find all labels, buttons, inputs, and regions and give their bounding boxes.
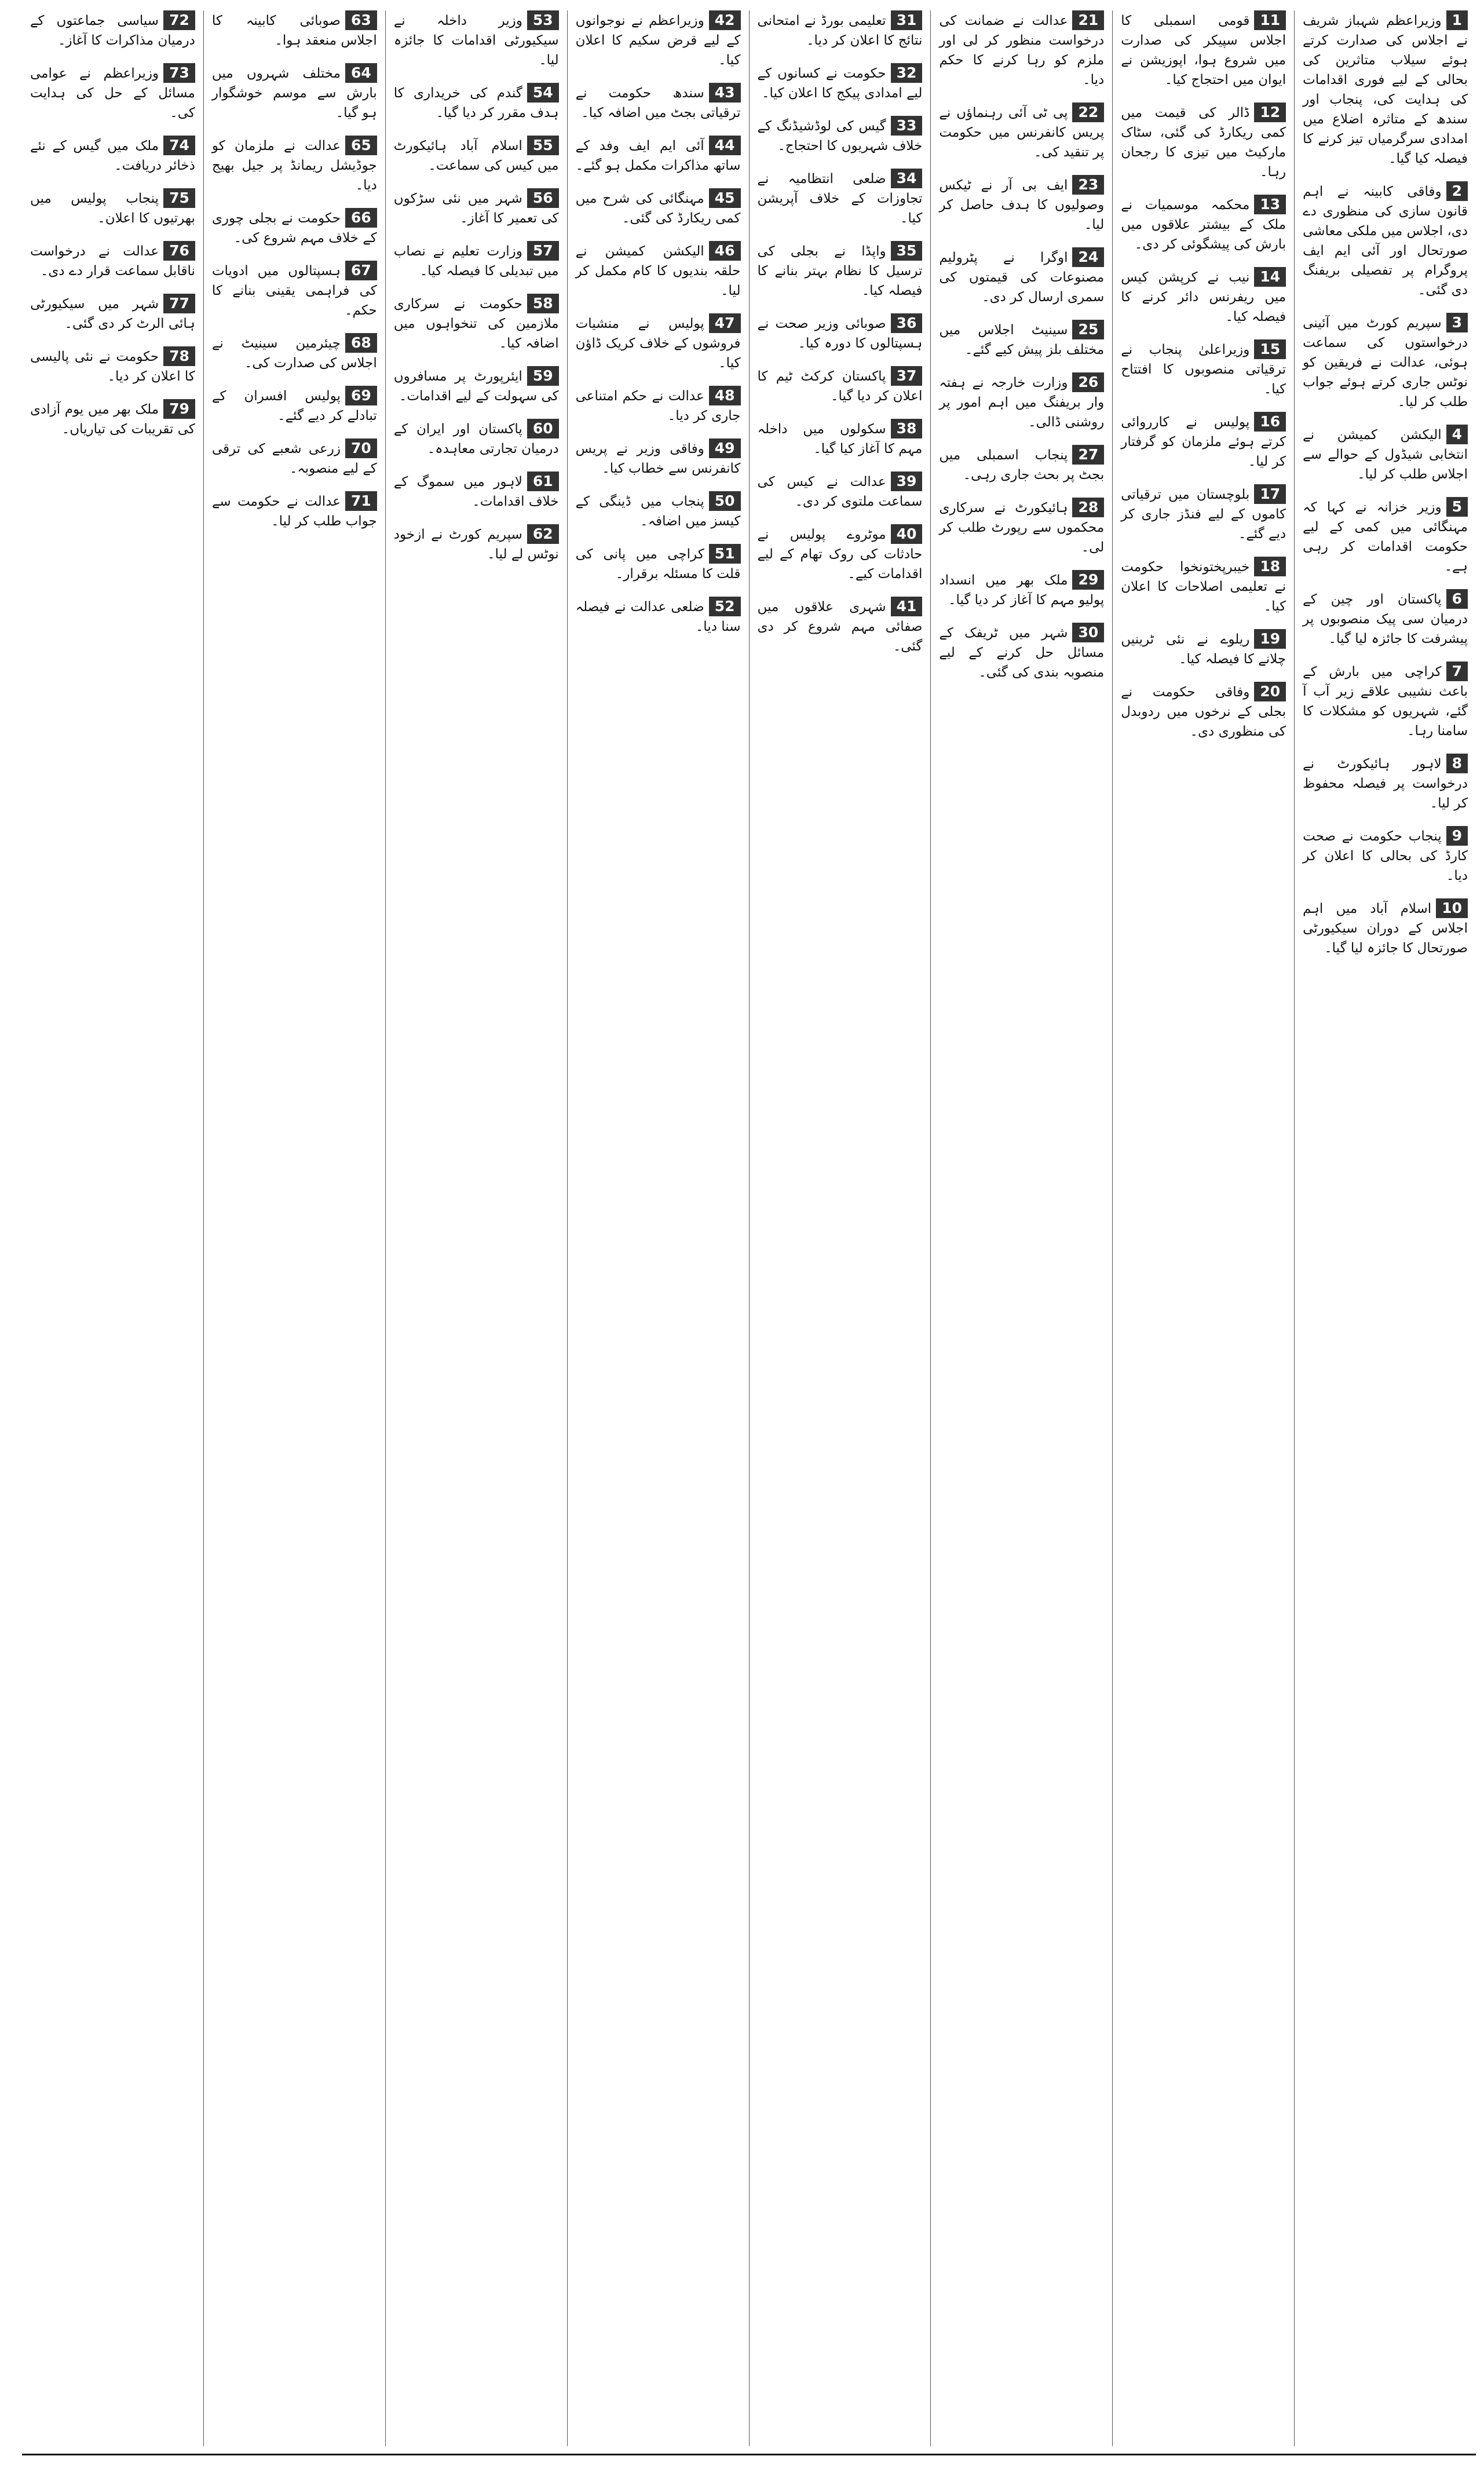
news-item [758, 313, 923, 353]
news-item-text: شہری علاقوں میں صفائی مہم شروع کر دی گئی۔ [757, 600, 923, 654]
news-item-text: خیبرپختونخوا حکومت نے تعلیمی اصلاحات کا اعلان کیا۔ [1121, 560, 1286, 614]
news-item [939, 623, 1104, 682]
news-item-text: سپریم کورٹ نے ازخود نوٹس لے لیا۔ [393, 527, 559, 562]
news-item-text: عدالت نے کیس کی سماعت ملتوی کر دی۔ [757, 474, 923, 509]
news-item [939, 445, 1104, 485]
news-item-number: 34 [891, 169, 923, 188]
news-item-number: 59 [527, 366, 559, 386]
news-item [576, 386, 741, 426]
news-item [212, 491, 377, 531]
news-item-number: 78 [163, 346, 195, 366]
news-item-text: ایئرپورٹ پر مسافروں کی سہولت کے لیے اقدامات۔ [393, 369, 559, 404]
news-item [1121, 682, 1286, 741]
news-item [576, 491, 741, 531]
news-item-text: سینیٹ اجلاس میں مختلف بلز پیش کیے گئے۔ [939, 323, 1105, 357]
news-item-number: 2 [1446, 181, 1468, 201]
news-item [1121, 10, 1286, 90]
news-item-number: 31 [891, 10, 923, 30]
news-item [939, 570, 1104, 610]
news-item-number: 35 [891, 241, 923, 261]
news-item-number: 63 [345, 10, 377, 30]
news-item [1303, 181, 1468, 300]
news-item-text: شہر میں سیکیورٹی ہائی الرٹ کر دی گئی۔ [30, 297, 195, 331]
news-item-number: 66 [345, 208, 377, 228]
news-item-number: 22 [1072, 103, 1104, 122]
news-item-text: سپریم کورٹ میں آئینی درخواستوں کی سماعت ہوئی، عدالت نے فریقین کو نوٹس جاری کرتے ہوئے جواب طلب کر لیا۔ [1303, 316, 1468, 410]
news-column [567, 10, 749, 2446]
news-item [758, 241, 923, 301]
news-item-text: پاکستان اور چین کے درمیان سی پیک منصوبوں پر پیشرفت کا جائزہ لیا گیا۔ [1303, 592, 1468, 646]
news-item [30, 294, 195, 334]
news-item-text: لاہور ہائیکورٹ نے درخواست پر فیصلہ محفوظ کر لیا۔ [1303, 756, 1468, 811]
news-item-text: زرعی شعبے کی ترقی کے لیے منصوبہ۔ [211, 441, 377, 476]
news-item-text: چیئرمین سینیٹ نے اجلاس کی صدارت کی۔ [211, 336, 377, 371]
news-item-number: 26 [1072, 372, 1104, 392]
news-item-number: 24 [1072, 247, 1104, 267]
news-item-number: 76 [163, 241, 195, 261]
news-item-text: آئی ایم ایف وفد کے ساتھ مذاکرات مکمل ہو گئے۔ [575, 138, 741, 173]
news-item-number: 65 [345, 136, 377, 155]
news-item-number: 32 [891, 63, 923, 83]
news-item [1121, 412, 1286, 472]
news-item [30, 10, 195, 50]
news-item [394, 524, 559, 564]
news-item-text: پاکستان اور ایران کے درمیان تجارتی معاہدہ۔ [393, 422, 559, 456]
news-item [758, 366, 923, 406]
news-column [1294, 10, 1476, 2446]
news-item-number: 10 [1436, 898, 1468, 918]
news-item [576, 438, 741, 478]
news-item-text: قومی اسمبلی کا اجلاس سپیکر کی صدارت میں شروع ہوا، اپوزیشن نے ایوان میں احتجاج کیا۔ [1121, 13, 1286, 87]
news-item-text: سکولوں میں داخلہ مہم کا آغاز کیا گیا۔ [757, 422, 923, 456]
news-item-text: الیکشن کمیشن نے حلقہ بندیوں کا کام مکمل کر لیا۔ [575, 244, 741, 298]
news-item-number: 19 [1254, 629, 1286, 649]
news-item-number: 68 [345, 333, 377, 353]
news-item [212, 208, 377, 248]
news-item-number: 13 [1254, 195, 1286, 214]
news-item [394, 188, 559, 228]
news-item-text: اوگرا نے پٹرولیم مصنوعات کی قیمتوں کی سمری ارسال کر دی۔ [939, 250, 1105, 305]
news-item-text: پولیس نے منشیات فروشوں کے خلاف کریک ڈاؤن کیا۔ [575, 316, 741, 371]
news-item [576, 188, 741, 228]
news-item [1121, 339, 1286, 399]
news-item-number: 46 [709, 241, 741, 261]
news-column [385, 10, 567, 2446]
news-item-number: 28 [1072, 498, 1104, 517]
news-item-text: وفاقی حکومت نے بجلی کے نرخوں میں ردوبدل کی منظوری دی۔ [1121, 685, 1286, 739]
news-item-text: ضلعی عدالت نے فیصلہ سنا دیا۔ [575, 600, 741, 634]
news-item-number: 64 [345, 63, 377, 83]
news-column [930, 10, 1112, 2446]
news-item-number: 25 [1072, 320, 1104, 339]
news-item-text: ڈالر کی قیمت میں کمی ریکارڈ کی گئی، سٹاک مارکیٹ میں تیزی کا رجحان رہا۔ [1121, 105, 1286, 180]
news-item-text: پی ٹی آئی رہنماؤں نے پریس کانفرنس میں حکومت پر تنقید کی۔ [939, 105, 1105, 160]
news-item-text: کراچی میں پانی کی قلت کا مسئلہ برقرار۔ [575, 547, 741, 582]
news-item-number: 54 [527, 83, 559, 103]
news-item [1121, 267, 1286, 327]
news-item-number: 44 [709, 136, 741, 155]
news-item-number: 12 [1254, 103, 1286, 122]
news-item-number: 43 [709, 83, 741, 103]
news-item [576, 10, 741, 70]
news-item-text: اسلام آباد ہائیکورٹ میں کیس کی سماعت۔ [393, 138, 559, 173]
news-item-number: 61 [527, 472, 559, 491]
news-item [30, 346, 195, 386]
news-item-number: 23 [1072, 175, 1104, 195]
news-item-text: وزیراعظم نے عوامی مسائل کے حل کی ہدایت کی۔ [30, 66, 195, 120]
news-item-number: 11 [1254, 10, 1286, 30]
news-item-text: واپڈا نے بجلی کی ترسیل کا نظام بہتر بنانے کا فیصلہ کیا۔ [757, 244, 923, 298]
news-item-text: سندھ حکومت نے ترقیاتی بجٹ میں اضافہ کیا۔ [575, 86, 741, 120]
news-item-number: 70 [345, 438, 377, 458]
news-item-text: موٹروے پولیس نے حادثات کی روک تھام کے لیے اقدامات کیے۔ [757, 527, 923, 582]
news-item [758, 524, 923, 584]
news-item-number: 40 [891, 524, 923, 544]
news-item-number: 47 [709, 313, 741, 333]
news-item [212, 386, 377, 426]
news-item [576, 544, 741, 584]
news-item-number: 5 [1446, 497, 1468, 517]
news-item [1303, 10, 1468, 169]
news-item [394, 294, 559, 353]
news-item [939, 175, 1104, 235]
news-item-number: 37 [891, 366, 923, 386]
news-item-number: 33 [891, 116, 923, 136]
news-item-number: 39 [891, 472, 923, 491]
news-item-number: 4 [1446, 425, 1468, 444]
news-item-text: وزارت تعلیم نے نصاب میں تبدیلی کا فیصلہ کیا۔ [393, 244, 559, 279]
news-item [758, 472, 923, 511]
news-item-text: تعلیمی بورڈ نے امتحانی نتائج کا اعلان کر دیا۔ [757, 13, 923, 48]
news-item-text: وفاقی کابینہ نے اہم قانون سازی کی منظوری دے دی، اجلاس میں ملکی معاشی صورتحال اور آئی ایم ایف پروگرام پر تفصیلی بریفنگ دی گئی۔ [1303, 184, 1468, 298]
news-item-number: 55 [527, 136, 559, 155]
news-item [394, 241, 559, 281]
news-column [749, 10, 931, 2446]
news-item-number: 14 [1254, 267, 1286, 287]
news-item [939, 103, 1104, 162]
news-item [1303, 425, 1468, 484]
bottom-rule [22, 2454, 1476, 2455]
news-item-text: عدالت نے درخواست ناقابل سماعت قرار دے دی۔ [30, 244, 195, 279]
news-item-number: 29 [1072, 570, 1104, 590]
news-item [30, 188, 195, 228]
news-item-number: 57 [527, 241, 559, 261]
news-item [212, 63, 377, 123]
news-item-number: 48 [709, 386, 741, 405]
news-item-number: 1 [1446, 10, 1468, 30]
news-item [758, 169, 923, 228]
news-item [939, 247, 1104, 307]
news-item-text: وزیراعظم شہباز شریف نے اجلاس کی صدارت کرتے ہوئے سیلاب متاثرین کی بحالی کے لیے فوری اقدامات کی ہدایت کی، پنجاب اور سندھ کے متاثرہ اضلاع میں امدادی سرگرمیاں تیز کرنے کا فیصلہ کیا گیا۔ [1303, 13, 1468, 166]
news-item-number: 42 [709, 10, 741, 30]
news-item-text: وزارت خارجہ نے ہفتہ وار بریفنگ میں اہم امور پر روشنی ڈالی۔ [939, 375, 1105, 430]
news-item [1121, 195, 1286, 254]
news-item-text: سیاسی جماعتوں کے درمیان مذاکرات کا آغاز۔ [30, 13, 195, 48]
news-item [30, 63, 195, 123]
news-item-number: 38 [891, 419, 923, 438]
news-item-number: 58 [527, 294, 559, 313]
news-item-text: ایف بی آر نے ٹیکس وصولیوں کا ہدف حاصل کر لیا۔ [939, 178, 1105, 232]
news-item [212, 333, 377, 373]
news-item-text: وزیراعلیٰ پنجاب نے ترقیاتی منصوبوں کا افتتاح کیا۔ [1121, 342, 1286, 397]
news-item-text: وزیراعظم نے نوجوانوں کے لیے قرض سکیم کا اعلان کیا۔ [575, 13, 741, 68]
news-item [939, 320, 1104, 360]
news-item-text: الیکشن کمیشن نے انتخابی شیڈول کے حوالے سے اجلاس طلب کر لیا۔ [1303, 427, 1468, 482]
news-item-text: ملک بھر میں یوم آزادی کی تقریبات کی تیاریاں۔ [30, 402, 195, 437]
news-item-number: 75 [163, 188, 195, 208]
news-item-number: 53 [527, 10, 559, 30]
news-item-text: ریلوے نے نئی ٹرینیں چلانے کا فیصلہ کیا۔ [1121, 632, 1286, 667]
news-item-number: 50 [709, 491, 741, 511]
news-item-text: وفاقی وزیر نے پریس کانفرنس سے خطاب کیا۔ [575, 441, 741, 476]
news-item-number: 36 [891, 313, 923, 333]
news-item-text: پنجاب میں ڈینگی کے کیسز میں اضافہ۔ [575, 494, 741, 529]
news-item [1303, 826, 1468, 886]
news-item-number: 60 [527, 419, 559, 438]
news-item [1303, 661, 1468, 741]
news-item-number: 72 [163, 10, 195, 30]
news-item-text: محکمہ موسمیات نے ملک کے بیشتر علاقوں میں بارش کی پیشگوئی کر دی۔ [1121, 198, 1286, 252]
news-item-text: مہنگائی کی شرح میں کمی ریکارڈ کی گئی۔ [575, 191, 741, 226]
news-item-text: ملک بھر میں انسداد پولیو مہم کا آغاز کر دیا گیا۔ [939, 573, 1105, 608]
news-item-number: 9 [1446, 826, 1468, 846]
news-item [212, 438, 377, 478]
news-item-number: 67 [345, 261, 377, 280]
news-item [30, 399, 195, 439]
news-item-text: وزیر داخلہ نے سیکیورٹی اقدامات کا جائزہ لیا۔ [393, 13, 559, 68]
news-item-text: اسلام آباد میں اہم اجلاس کے دوران سیکیورٹی صورتحال کا جائزہ لیا گیا۔ [1303, 901, 1468, 956]
news-item [758, 419, 923, 459]
news-item-number: 69 [345, 386, 377, 405]
news-item-text: نیب نے کرپشن کیس میں ریفرنس دائر کرنے کا فیصلہ کیا۔ [1121, 270, 1286, 324]
news-item [939, 498, 1104, 557]
news-item-text: ملک میں گیس کے نئے ذخائر دریافت۔ [30, 138, 195, 173]
news-item-number: 79 [163, 399, 195, 419]
news-item-text: حکومت نے نئی پالیسی کا اعلان کر دیا۔ [30, 349, 195, 384]
news-item [576, 597, 741, 637]
news-item-number: 6 [1446, 589, 1468, 609]
news-item [576, 83, 741, 123]
news-item [1303, 497, 1468, 576]
news-item-text: شہر میں ٹریفک کے مسائل حل کرنے کے لیے منصوبہ بندی کی گئی۔ [939, 626, 1105, 680]
news-item-number: 73 [163, 63, 195, 83]
news-column [1112, 10, 1294, 2446]
news-item [758, 116, 923, 156]
news-item [1303, 898, 1468, 958]
news-item [939, 10, 1104, 90]
news-item [1121, 103, 1286, 182]
news-item-number: 30 [1072, 623, 1104, 642]
news-item [394, 472, 559, 511]
news-item [758, 10, 923, 50]
news-item-text: حکومت نے سرکاری ملازمین کی تنخواہوں میں اضافہ کیا۔ [393, 297, 559, 351]
news-item-text: شہر میں نئی سڑکوں کی تعمیر کا آغاز۔ [393, 191, 559, 226]
news-item [30, 241, 195, 281]
news-item-text: کراچی میں بارش کے باعث نشیبی علاقے زیر آب آ گئے، شہریوں کو مشکلات کا سامنا رہا۔ [1303, 664, 1468, 739]
news-item-text: عدالت نے حکم امتناعی جاری کر دیا۔ [575, 389, 741, 423]
news-item-text: ہسپتالوں میں ادویات کی فراہمی یقینی بنانے کا حکم۔ [211, 264, 377, 318]
news-item [212, 261, 377, 320]
news-item-text: پولیس نے کارروائی کرتے ہوئے ملزمان کو گرفتار کر لیا۔ [1121, 415, 1286, 469]
news-item-text: پولیس افسران کے تبادلے کر دیے گئے۔ [211, 389, 377, 423]
news-item [576, 241, 741, 301]
news-item-text: گندم کی خریداری کا ہدف مقرر کر دیا گیا۔ [393, 86, 559, 120]
news-item-text: پاکستان کرکٹ ٹیم کا اعلان کر دیا گیا۔ [757, 369, 923, 404]
news-item-text: مختلف شہروں میں بارش سے موسم خوشگوار ہو گیا۔ [211, 66, 377, 120]
news-item [212, 136, 377, 195]
news-item-number: 3 [1446, 313, 1468, 332]
news-item-text: وزیر خزانہ نے کہا کہ مہنگائی میں کمی کے لیے حکومت اقدامات کر رہی ہے۔ [1303, 500, 1468, 574]
news-item-text: لاہور میں سموگ کے خلاف اقدامات۔ [393, 474, 559, 509]
news-item [758, 597, 923, 656]
news-item [394, 419, 559, 459]
news-item-text: بلوچستان میں ترقیاتی کاموں کے لیے فنڈز جاری کر دیے گئے۔ [1121, 487, 1286, 542]
news-item-number: 15 [1254, 339, 1286, 359]
news-item-number: 51 [709, 544, 741, 564]
news-item-number: 41 [891, 597, 923, 616]
news-item-number: 74 [163, 136, 195, 155]
news-item-text: پنجاب پولیس میں بھرتیوں کا اعلان۔ [30, 191, 195, 226]
news-item [30, 136, 195, 176]
news-item [394, 83, 559, 123]
news-item [1303, 589, 1468, 649]
news-item-number: 49 [709, 438, 741, 458]
news-item-number: 20 [1254, 682, 1286, 701]
news-item-text: حکومت نے بجلی چوری کے خلاف مہم شروع کی۔ [211, 211, 377, 246]
news-item [394, 366, 559, 406]
news-item-number: 8 [1446, 754, 1468, 773]
news-item [576, 136, 741, 176]
news-item-number: 18 [1254, 557, 1286, 576]
news-item [758, 63, 923, 103]
news-item-number: 52 [709, 597, 741, 616]
news-item [1303, 313, 1468, 412]
news-item-text: عدالت نے ملزمان کو جوڈیشل ریمانڈ پر جیل بھیج دیا۔ [211, 138, 377, 193]
news-item-number: 45 [709, 188, 741, 208]
news-item-number: 77 [163, 294, 195, 313]
news-item [394, 136, 559, 176]
news-item [1121, 557, 1286, 616]
news-item-number: 62 [527, 524, 559, 544]
news-item-text: صوبائی وزیر صحت نے ہسپتالوں کا دورہ کیا۔ [757, 316, 923, 351]
news-item [576, 313, 741, 373]
news-item [212, 10, 377, 50]
news-column [203, 10, 385, 2446]
news-item-number: 56 [527, 188, 559, 208]
news-item-text: پنجاب اسمبلی میں بجٹ پر بحث جاری رہی۔ [939, 448, 1105, 483]
news-item [1121, 629, 1286, 669]
news-item-text: صوبائی کابینہ کا اجلاس منعقد ہوا۔ [211, 13, 377, 48]
news-item-text: ہائیکورٹ نے سرکاری محکموں سے رپورٹ طلب کر لی۔ [939, 500, 1105, 555]
news-item [939, 372, 1104, 432]
news-item-text: ضلعی انتظامیہ نے تجاوزات کے خلاف آپریشن کیا۔ [757, 171, 923, 226]
news-item-number: 16 [1254, 412, 1286, 432]
newspaper-page [22, 10, 1476, 2446]
news-item-number: 21 [1072, 10, 1104, 30]
news-item-text: پنجاب حکومت نے صحت کارڈ کی بحالی کا اعلان کر دیا۔ [1303, 829, 1468, 883]
news-item-text: گیس کی لوڈشیڈنگ کے خلاف شہریوں کا احتجاج۔ [757, 119, 923, 153]
news-item-text: عدالت نے حکومت سے جواب طلب کر لیا۔ [211, 494, 377, 529]
news-item [394, 10, 559, 70]
news-item-number: 27 [1072, 445, 1104, 465]
news-item [1303, 754, 1468, 813]
news-item-text: حکومت نے کسانوں کے لیے امدادی پیکج کا اعلان کیا۔ [757, 66, 923, 101]
news-item-number: 7 [1446, 661, 1468, 681]
news-item-number: 71 [345, 491, 377, 511]
news-item [1121, 484, 1286, 544]
news-item-number: 17 [1254, 484, 1286, 504]
news-item-text: عدالت نے ضمانت کی درخواست منظور کر لی اور ملزم کو رہا کرنے کا حکم دیا۔ [939, 13, 1105, 87]
news-column [22, 10, 203, 2446]
